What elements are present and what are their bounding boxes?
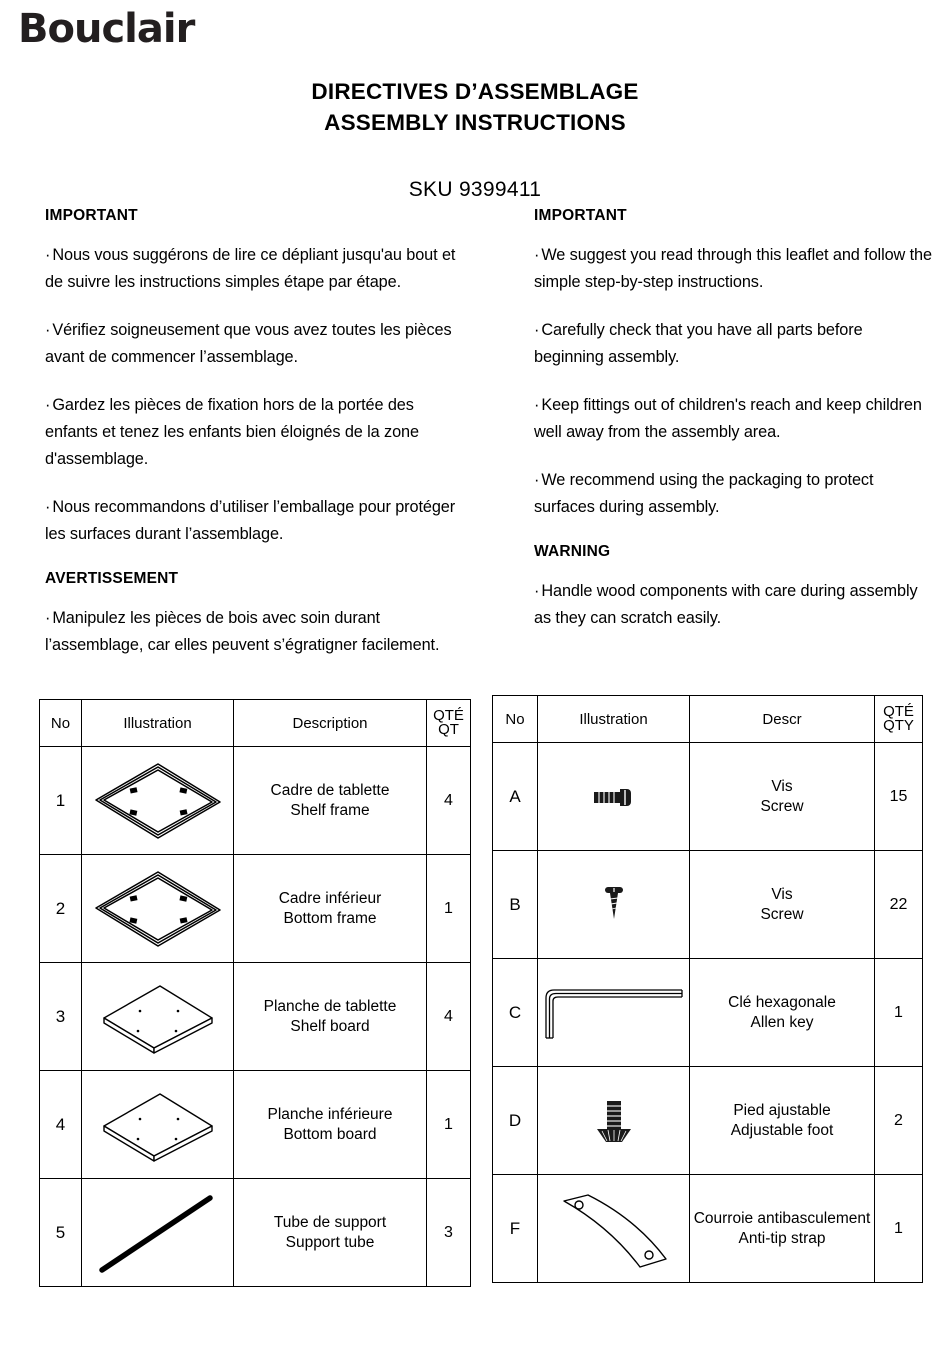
french-paragraph-2 <box>45 317 470 371</box>
wood-screw-icon <box>538 851 689 958</box>
table-row <box>493 851 923 959</box>
parts-row-5-desc-fr: Tube de support <box>273 1213 387 1231</box>
parts-table-header-row <box>40 700 471 747</box>
parts-row-3-desc-en: Shelf board <box>290 1017 370 1035</box>
french-instructions-column <box>45 207 470 680</box>
parts-row-2-desc-fr: Cadre inférieur <box>278 889 382 907</box>
parts-row-3-desc-fr: Planche de tablette <box>263 997 397 1015</box>
parts-row-5-illustration <box>82 1179 234 1287</box>
bullet-dot: · <box>534 396 540 414</box>
parts-row-4-desc-fr: Planche inférieure <box>267 1105 393 1123</box>
parts-row-4-no: 4 <box>40 1071 82 1179</box>
hardware-row-a-desc-fr: Vis <box>771 777 793 795</box>
english-paragraph-3 <box>534 392 934 446</box>
parts-row-5-no: 5 <box>40 1179 82 1287</box>
parts-row-5-description <box>234 1179 427 1287</box>
title-english: ASSEMBLY INSTRUCTIONS <box>324 110 626 135</box>
hardware-table <box>492 695 923 1283</box>
parts-header-no: No <box>40 700 82 747</box>
parts-row-2-desc-en: Bottom frame <box>283 909 377 927</box>
french-warning-paragraph-1 <box>45 605 470 659</box>
hardware-header-illustration: Illustration <box>538 696 690 743</box>
hardware-header-qty <box>875 696 923 743</box>
french-paragraph-1-text: Nous vous suggérons de lire ce dépliant jusqu'au bout et de suivre les instructions simples étape par étape. <box>45 246 456 291</box>
parts-row-2-no: 2 <box>40 855 82 963</box>
parts-row-1-desc-en: Shelf frame <box>290 801 370 819</box>
english-warning-paragraph-1-text: Handle wood components with care during assembly as they can scratch easily. <box>534 582 918 627</box>
hardware-row-f-illustration <box>538 1175 690 1283</box>
bullet-dot: · <box>534 321 540 339</box>
french-paragraph-4 <box>45 494 470 548</box>
bullet-dot: · <box>534 582 540 600</box>
hardware-row-c-description <box>690 959 875 1067</box>
hardware-row-d-desc-en: Adjustable foot <box>730 1121 834 1139</box>
hardware-row-a-description <box>690 743 875 851</box>
sku-number: SKU 9399411 <box>408 178 542 201</box>
hardware-row-a-qty: 15 <box>875 743 923 851</box>
parts-row-4-description <box>234 1071 427 1179</box>
table-row <box>40 963 471 1071</box>
table-row <box>40 1071 471 1179</box>
english-warning-paragraph-1 <box>534 578 934 632</box>
hardware-header-qty-en: QTY <box>883 717 914 734</box>
anti-tip-strap-icon <box>538 1175 689 1282</box>
hardware-row-a-no: A <box>493 743 538 851</box>
parts-header-qty-fr: QTÉ <box>433 707 464 724</box>
table-row <box>493 743 923 851</box>
english-paragraph-3-text: Keep fittings out of children's reach and keep children well away from the assembly area. <box>534 396 922 441</box>
table-row <box>40 747 471 855</box>
hardware-row-b-no: B <box>493 851 538 959</box>
hardware-row-b-desc-fr: Vis <box>771 885 793 903</box>
bullet-dot: · <box>45 396 51 414</box>
adjustable-foot-icon <box>538 1067 689 1174</box>
french-warning-paragraph-1-text: Manipulez les pièces de bois avec soin durant l’assemblage, car elles peuvent s’égratigner facilement. <box>45 609 440 654</box>
allen-key-icon <box>538 959 689 1066</box>
hardware-row-b-description <box>690 851 875 959</box>
shelf-frame-icon <box>82 747 233 854</box>
bottom-frame-icon <box>82 855 233 962</box>
hardware-row-c-qty: 1 <box>875 959 923 1067</box>
parts-row-3-illustration <box>82 963 234 1071</box>
english-paragraph-2 <box>534 317 934 371</box>
hardware-row-f-desc-fr: Courroie antibasculement <box>693 1209 871 1227</box>
english-paragraph-4 <box>534 467 934 521</box>
parts-header-description: Description <box>234 700 427 747</box>
table-row <box>40 1179 471 1287</box>
table-row <box>493 959 923 1067</box>
bullet-dot: · <box>45 321 51 339</box>
hardware-header-no: No <box>493 696 538 743</box>
hardware-row-a-illustration <box>538 743 690 851</box>
hardware-row-f-desc-en: Anti-tip strap <box>738 1229 826 1247</box>
parts-row-1-qty: 4 <box>427 747 471 855</box>
hardware-row-a-desc-en: Screw <box>760 797 804 815</box>
english-paragraph-1 <box>534 242 934 296</box>
hardware-row-d-desc-fr: Pied ajustable <box>733 1101 831 1119</box>
title-french: DIRECTIVES D’ASSEMBLAGE <box>311 79 639 104</box>
parts-row-4-desc-en: Bottom board <box>283 1125 377 1143</box>
bottom-board-icon <box>82 1071 233 1178</box>
hardware-row-f-qty: 1 <box>875 1175 923 1283</box>
bullet-dot: · <box>45 246 51 264</box>
hardware-table-header-row <box>493 696 923 743</box>
parts-row-5-qty: 3 <box>427 1179 471 1287</box>
hardware-row-b-illustration <box>538 851 690 959</box>
english-paragraph-1-text: We suggest you read through this leaflet and follow the simple step-by-step instructions. <box>534 246 932 291</box>
hardware-row-d-illustration <box>538 1067 690 1175</box>
hardware-row-b-qty: 22 <box>875 851 923 959</box>
english-paragraph-2-text: Carefully check that you have all parts before beginning assembly. <box>534 321 863 366</box>
machine-screw-icon <box>538 743 689 850</box>
english-warning-heading: WARNING <box>534 543 611 560</box>
bullet-dot: · <box>534 471 540 489</box>
parts-row-4-qty: 1 <box>427 1071 471 1179</box>
parts-row-3-no: 3 <box>40 963 82 1071</box>
french-paragraph-4-text: Nous recommandons d’utiliser l’emballage pour protéger les surfaces durant l’assemblage. <box>45 498 456 543</box>
table-row <box>493 1067 923 1175</box>
hardware-row-b-desc-en: Screw <box>760 905 804 923</box>
hardware-row-c-desc-en: Allen key <box>750 1013 814 1031</box>
parts-row-2-description <box>234 855 427 963</box>
hardware-row-c-no: C <box>493 959 538 1067</box>
hardware-row-f-description <box>690 1175 875 1283</box>
french-paragraph-3 <box>45 392 470 473</box>
french-paragraph-2-text: Vérifiez soigneusement que vous avez toutes les pièces avant de commencer l’assemblage. <box>45 321 452 366</box>
table-row <box>40 855 471 963</box>
parts-row-5-desc-en: Support tube <box>285 1233 375 1251</box>
hardware-row-d-no: D <box>493 1067 538 1175</box>
hardware-header-description: Descr <box>690 696 875 743</box>
parts-table <box>39 699 471 1287</box>
parts-row-1-no: 1 <box>40 747 82 855</box>
hardware-row-f-no: F <box>493 1175 538 1283</box>
french-paragraph-3-text: Gardez les pièces de fixation hors de la portée des enfants et tenez les enfants bien éloignés de la zone d'assemblage. <box>45 396 419 468</box>
parts-header-qty-en: QT <box>438 721 459 738</box>
parts-header-illustration: Illustration <box>82 700 234 747</box>
french-important-heading: IMPORTANT <box>45 207 138 224</box>
french-warning-heading: AVERTISSEMENT <box>45 570 179 587</box>
english-paragraph-4-text: We recommend using the packaging to protect surfaces during assembly. <box>534 471 874 516</box>
bullet-dot: · <box>45 498 51 516</box>
parts-row-4-illustration <box>82 1071 234 1179</box>
french-paragraph-1 <box>45 242 470 296</box>
hardware-row-c-desc-fr: Clé hexagonale <box>728 993 836 1011</box>
shelf-board-icon <box>82 963 233 1070</box>
parts-header-qty <box>427 700 471 747</box>
bullet-dot: · <box>534 246 540 264</box>
english-instructions-column <box>534 207 934 653</box>
hardware-row-d-description <box>690 1067 875 1175</box>
hardware-row-d-qty: 2 <box>875 1067 923 1175</box>
parts-row-2-qty: 1 <box>427 855 471 963</box>
bullet-dot: · <box>45 609 51 627</box>
document-title <box>0 76 950 138</box>
parts-row-3-description <box>234 963 427 1071</box>
parts-row-3-qty: 4 <box>427 963 471 1071</box>
hardware-row-c-illustration <box>538 959 690 1067</box>
table-row <box>493 1175 923 1283</box>
parts-row-1-illustration <box>82 747 234 855</box>
english-important-heading: IMPORTANT <box>534 207 627 224</box>
parts-row-1-desc-fr: Cadre de tablette <box>270 781 390 799</box>
parts-row-2-illustration <box>82 855 234 963</box>
parts-row-1-description <box>234 747 427 855</box>
bouclair-logo: Bouclair <box>18 6 195 52</box>
support-tube-icon <box>82 1179 233 1286</box>
hardware-header-qty-fr: QTÉ <box>883 703 914 720</box>
